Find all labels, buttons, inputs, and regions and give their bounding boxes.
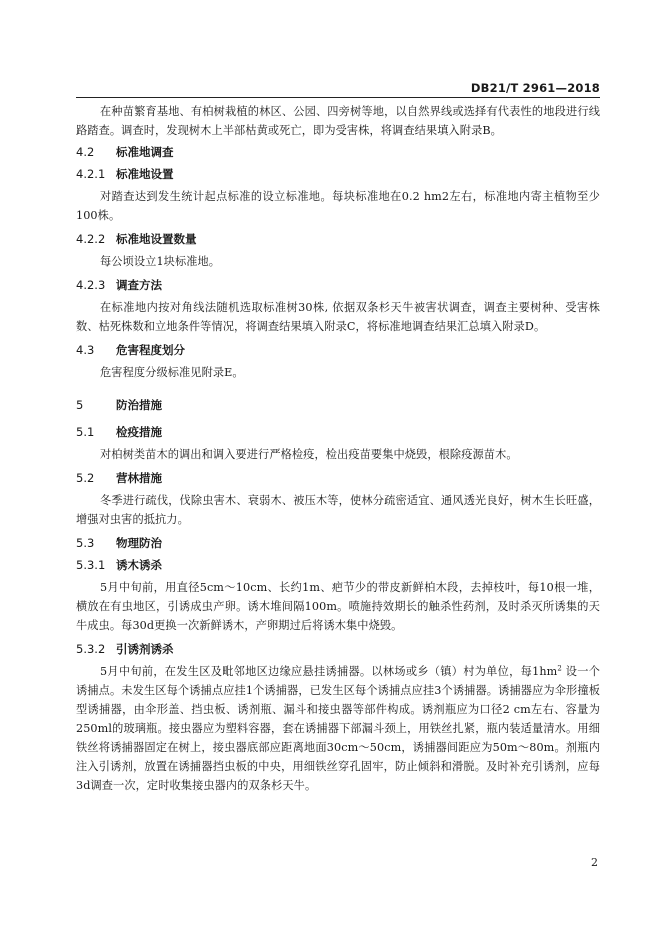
paragraph-plot-setup: 对踏查达到发生统计起点标准的设立标准地。每块标准地在0.2 hm2左右，标准地内寄主植物至少100株。 [76, 190, 600, 222]
heading-4-2-1 [76, 165, 600, 184]
heading-number: 4.2.1 [76, 167, 106, 181]
paragraph-damage-grading: 危害程度分级标准见附录E。 [100, 366, 244, 379]
heading-title: 营林措施 [116, 471, 162, 485]
lure-text-start: 5月中旬前，在发生区及毗邻地区边缘应悬挂诱捕器。以林场或乡（镇）村为单位，每1hm [100, 665, 558, 678]
heading-title: 检疫措施 [116, 425, 162, 439]
paragraph-quarantine: 对柏树类苗木的调出和调入要进行严格检疫，检出疫苗要集中烧毁，根除疫源苗木。 [100, 448, 518, 461]
heading-title: 防治措施 [116, 398, 162, 412]
heading-number: 4.2.3 [76, 278, 106, 292]
heading-number: 5.3.1 [76, 558, 106, 572]
header-divider [76, 97, 600, 98]
heading-5-3 [76, 534, 600, 553]
document-body [76, 102, 600, 795]
lure-text-rest: 设一个诱捕点。未发生区每个诱捕点应挂1个诱捕器，已发生区每个诱捕点应挂3个诱捕器。诱捕器应为伞形撞板型诱捕器，由伞形盖、挡虫板、诱剂瓶、漏斗和接虫器等部件构成。诱剂瓶应为口径2 cm左右、容量为250ml的玻璃瓶。接虫器应为塑料容器，套在诱捕器下部漏斗颈上，用铁丝扎紧，瓶内装适量清水。用细铁丝将诱捕器固定在树上，接虫器底部应距离地面30cm～50cm，诱捕器间距应为50m～80m。剂瓶内注入引诱剂，放置在诱捕器挡虫板的中央，用细铁丝穿孔固牢，防止倾斜和滑脱。及时补充引诱剂，应每3d调查一次，定时收集接虫器内的双条杉天牛。 [76, 665, 600, 792]
heading-4-2-3 [76, 276, 600, 295]
superscript-squared: 2 [557, 664, 562, 673]
heading-number: 5.2 [76, 471, 95, 485]
heading-title: 引诱剂诱杀 [116, 642, 174, 656]
heading-title: 标准地设置数量 [116, 232, 197, 246]
heading-title: 危害程度划分 [116, 343, 185, 357]
heading-number: 5 [76, 398, 84, 412]
page-number: 2 [591, 856, 598, 869]
heading-5 [76, 396, 600, 415]
heading-title: 物理防治 [116, 536, 162, 550]
heading-4-3 [76, 341, 600, 360]
paragraph-lure-traps [76, 662, 600, 795]
heading-title: 调查方法 [116, 278, 162, 292]
document-code: DB21/T 2961—2018 [470, 81, 600, 95]
heading-number: 5.3.2 [76, 642, 106, 656]
heading-4-2 [76, 143, 600, 162]
heading-title: 标准地设置 [116, 167, 174, 181]
heading-5-1 [76, 423, 600, 442]
paragraph-trap-logs: 5月中旬前，用直径5cm～10cm、长约1m、疤节少的带皮新鲜柏木段，去掉枝叶，每10根一堆，横放在有虫地区，引诱成虫产卵。诱木堆间隔100m。喷施持效期长的触杀性药剂，及时杀灭所诱集的天牛成虫。每30d更换一次新鲜诱木，产卵期过后将诱木集中烧毁。 [76, 581, 600, 632]
heading-number: 5.3 [76, 536, 95, 550]
paragraph-plot-count: 每公顷设立1块标准地。 [100, 255, 221, 268]
heading-5-2 [76, 469, 600, 488]
heading-5-3-2 [76, 640, 600, 659]
heading-title: 诱木诱杀 [116, 558, 162, 572]
heading-number: 5.1 [76, 425, 95, 439]
paragraph-survey-method: 在标准地内按对角线法随机选取标准树30株, 依据双条杉天牛被害状调查，调查主要树种、受害株数、枯死株数和立地条件等情况，将调查结果填入附录C，将标准地调查结果汇总填入附录D。 [76, 301, 600, 333]
paragraph-route-survey: 在种苗繁育基地、有柏树栽植的林区、公园、四旁树等地，以自然界线或选择有代表性的地段进行线路踏查。调查时，发现树木上半部枯黄或死亡，即为受害株，将调查结果填入附录B。 [76, 105, 600, 137]
heading-4-2-2 [76, 230, 600, 249]
heading-number: 4.2 [76, 145, 95, 159]
heading-title: 标准地调查 [116, 145, 174, 159]
heading-number: 4.3 [76, 343, 95, 357]
paragraph-silviculture: 冬季进行疏伐，伐除虫害木、衰弱木、被压木等，使林分疏密适宜、通风透光良好，树木生长旺盛，增强对虫害的抵抗力。 [76, 494, 600, 526]
heading-number: 4.2.2 [76, 232, 106, 246]
heading-5-3-1 [76, 556, 600, 575]
